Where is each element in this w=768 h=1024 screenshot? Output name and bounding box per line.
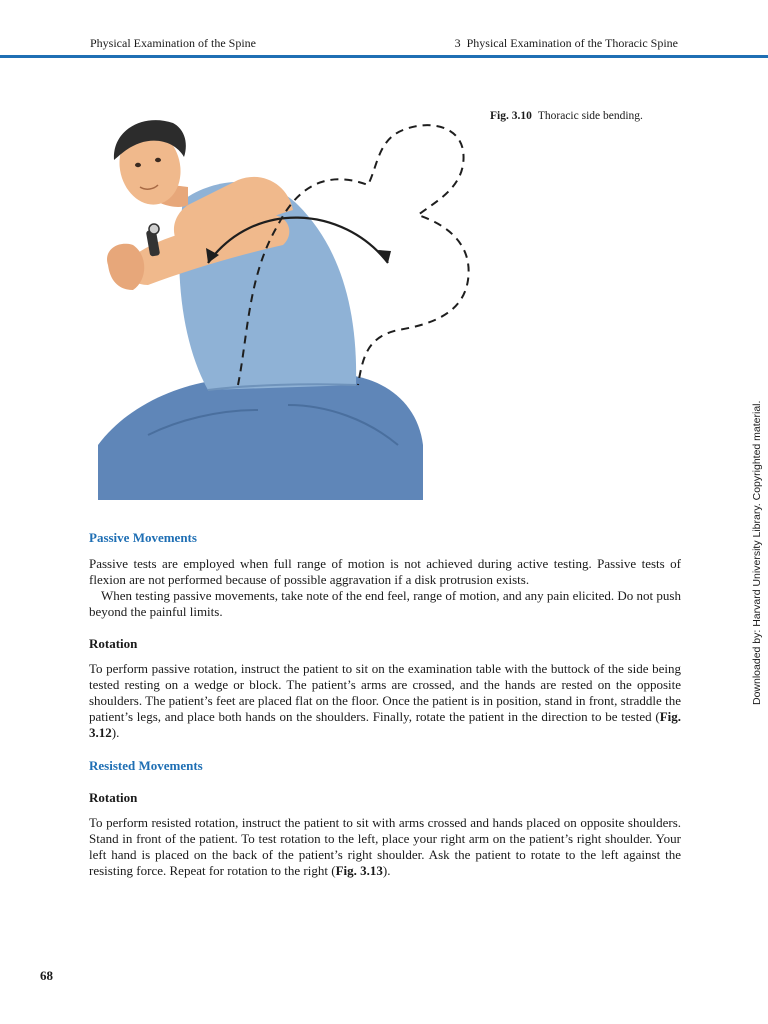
copyright-side-note: Downloaded by: Harvard University Library. Copyrighted material. [751,400,763,705]
heading-resisted-rotation: Rotation [89,790,138,805]
header-chapter-title: 3 Physical Examination of the Thoracic Spine [454,36,678,50]
figure-caption [490,110,643,122]
figure-label: Fig. 3.10 [490,110,532,122]
header-book-title: Physical Examination of the Spine [90,36,256,50]
resisted-rotation-text-end: ). [382,863,391,878]
running-header [90,36,678,54]
heading-passive-movements: Passive Movements [89,530,197,545]
paragraph-passive-2: When testing passive movements, take note of the end feel, range of motion, and any pain elicited. Do not push beyond the painful limits. [89,588,681,619]
figure-ref-3-13[interactable]: Fig. 3.13 [335,863,383,878]
figure-ref-3-12[interactable]: Fig. 3.12 [89,709,681,740]
illustration-patient-side-bending [88,105,488,505]
paragraph-passive-rotation [89,661,681,741]
heading-passive-rotation: Rotation [89,636,138,651]
body-text [89,530,681,879]
patient-pants [98,375,423,500]
passive-rotation-text-end: ). [111,725,120,740]
passive-rotation-text: To perform passive rotation, instruct the patient to sit on the examination table with the buttock of the side being tested resting on a wedge or block. The patient’s arms are crossed, and the hands are rested on the opposite shoulders. The patient’s feet are placed flat on the floor. Once the patient is in position, stand in front, straddle the patient’s legs, and place both hands on the shoulders. Finally, rotate the patient in the direction to be tested ( [89,661,681,724]
page-number: 68 [40,968,53,983]
resisted-rotation-text: To perform resisted rotation, instruct the patient to sit with arms crossed and hands placed on opposite shoulders. Stand in front of the patient. To test rotation to the left, place your right arm on the patient’s right shoulder. Your left hand is placed on the back of the patient’s right shoulder. Ask the patient to rotate to the left against the resisting force. Repeat for rotation to the right ( [89,815,681,878]
paragraph-passive-1: Passive tests are employed when full range of motion is not achieved during active testing. Passive tests of flexion are not performed because of possible aggravation if a disk protrusion exists. [89,556,681,587]
paragraph-resisted-rotation [89,815,681,879]
heading-resisted-movements: Resisted Movements [89,758,203,773]
header-rule [0,55,768,58]
figure-thoracic-side-bending [88,105,488,505]
figure-caption-text: Thoracic side bending. [537,110,643,122]
